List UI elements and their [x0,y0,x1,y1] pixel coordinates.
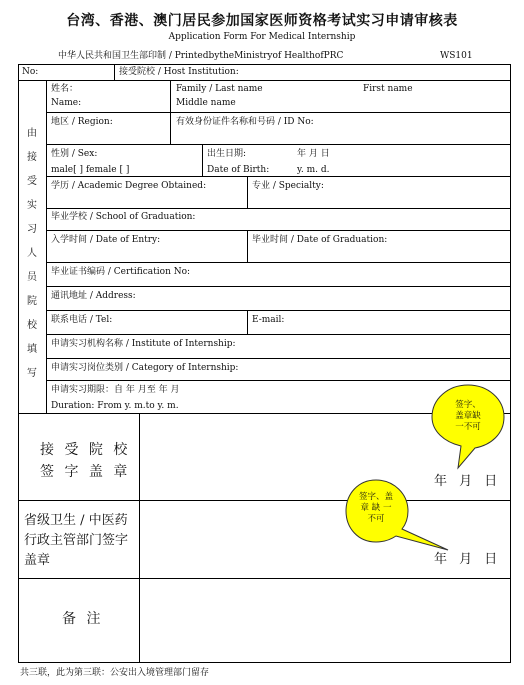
internship-category-label: 申请实习岗位类别 / Category of Internship: [51,363,239,373]
dept-seal-line3: 盖章 [24,553,51,568]
host-institution-label: 接受院校 / Host Institution: [119,67,239,77]
internship-institute-label: 申请实习机构名称 / Institute of Internship: [51,339,236,349]
name-en-label: Name: [51,98,82,108]
sex-label: 性别 / Sex: [51,149,98,159]
school-label: 毕业学校 / School of Graduation: [51,212,196,222]
form-code: WS101 [440,51,473,61]
duration-cn-label: 申请实习期限：自 年 月至 年 月 [51,385,180,395]
region-label: 地区 / Region: [51,117,113,127]
middle-name-label: Middle name [176,98,236,108]
footer-note: 共三联，此为第三联：公安出入境管理部门留存 [20,668,210,678]
remarks-label: 备 注 [62,611,104,627]
name-cn-label: 姓名： [51,84,79,94]
certificate-number-label: 毕业证书编码 / Certification No: [51,267,191,277]
tel-label: 联系电话 / Tel: [51,315,113,325]
id-number-label: 有效身份证件名称和号码 / ID No: [176,117,314,127]
dob-cn-label: 出生日期: [207,149,247,159]
family-name-label: Family / Last name [176,84,263,94]
degree-label: 学历 / Academic Degree Obtained: [51,181,207,191]
dept-seal-date: 年 月 日 [434,552,498,567]
callout-bubble-1-text: 签字、 盖章缺 一不可 [455,400,481,432]
dept-seal-line2: 行政主管部门签字 [24,533,129,548]
sex-options: male[ ] female [ ] [51,165,130,175]
dob-cn-units: 年 月 日 [297,149,330,159]
specialty-label: 专业 / Specialty: [252,181,324,191]
host-seal-line2: 签 字 盖 章 [40,464,131,480]
address-label: 通讯地址 / Address: [51,291,136,301]
callout-bubble-2-text: 签字、盖 章 缺 一 不可 [358,492,393,524]
dob-en-label: Date of Birth: [207,165,270,175]
printed-by: 中华人民共和国卫生部印制 / PrintedbytheMinistryof HealthofPRC [58,51,344,61]
dob-en-units: y. m. d. [297,165,330,175]
first-name-label: First name [363,84,413,94]
host-seal-line1: 接 受 院 校 [40,442,131,458]
duration-en-label: Duration: From y. m.to y. m. [51,401,179,411]
form-title: 台湾、香港、澳门居民参加国家医师资格考试实习申请审核表 [66,13,458,29]
email-label: E-mail: [252,315,285,325]
graduation-date-label: 毕业时间 / Date of Graduation: [252,235,388,245]
no-label: No: [22,67,39,77]
dept-seal-line1: 省级卫生 / 中医药 [24,513,128,528]
host-seal-date: 年 月 日 [434,474,498,489]
form-subtitle: Application Form For Medical Internship [168,32,356,42]
entry-date-label: 入学时间 / Date of Entry: [51,235,161,245]
